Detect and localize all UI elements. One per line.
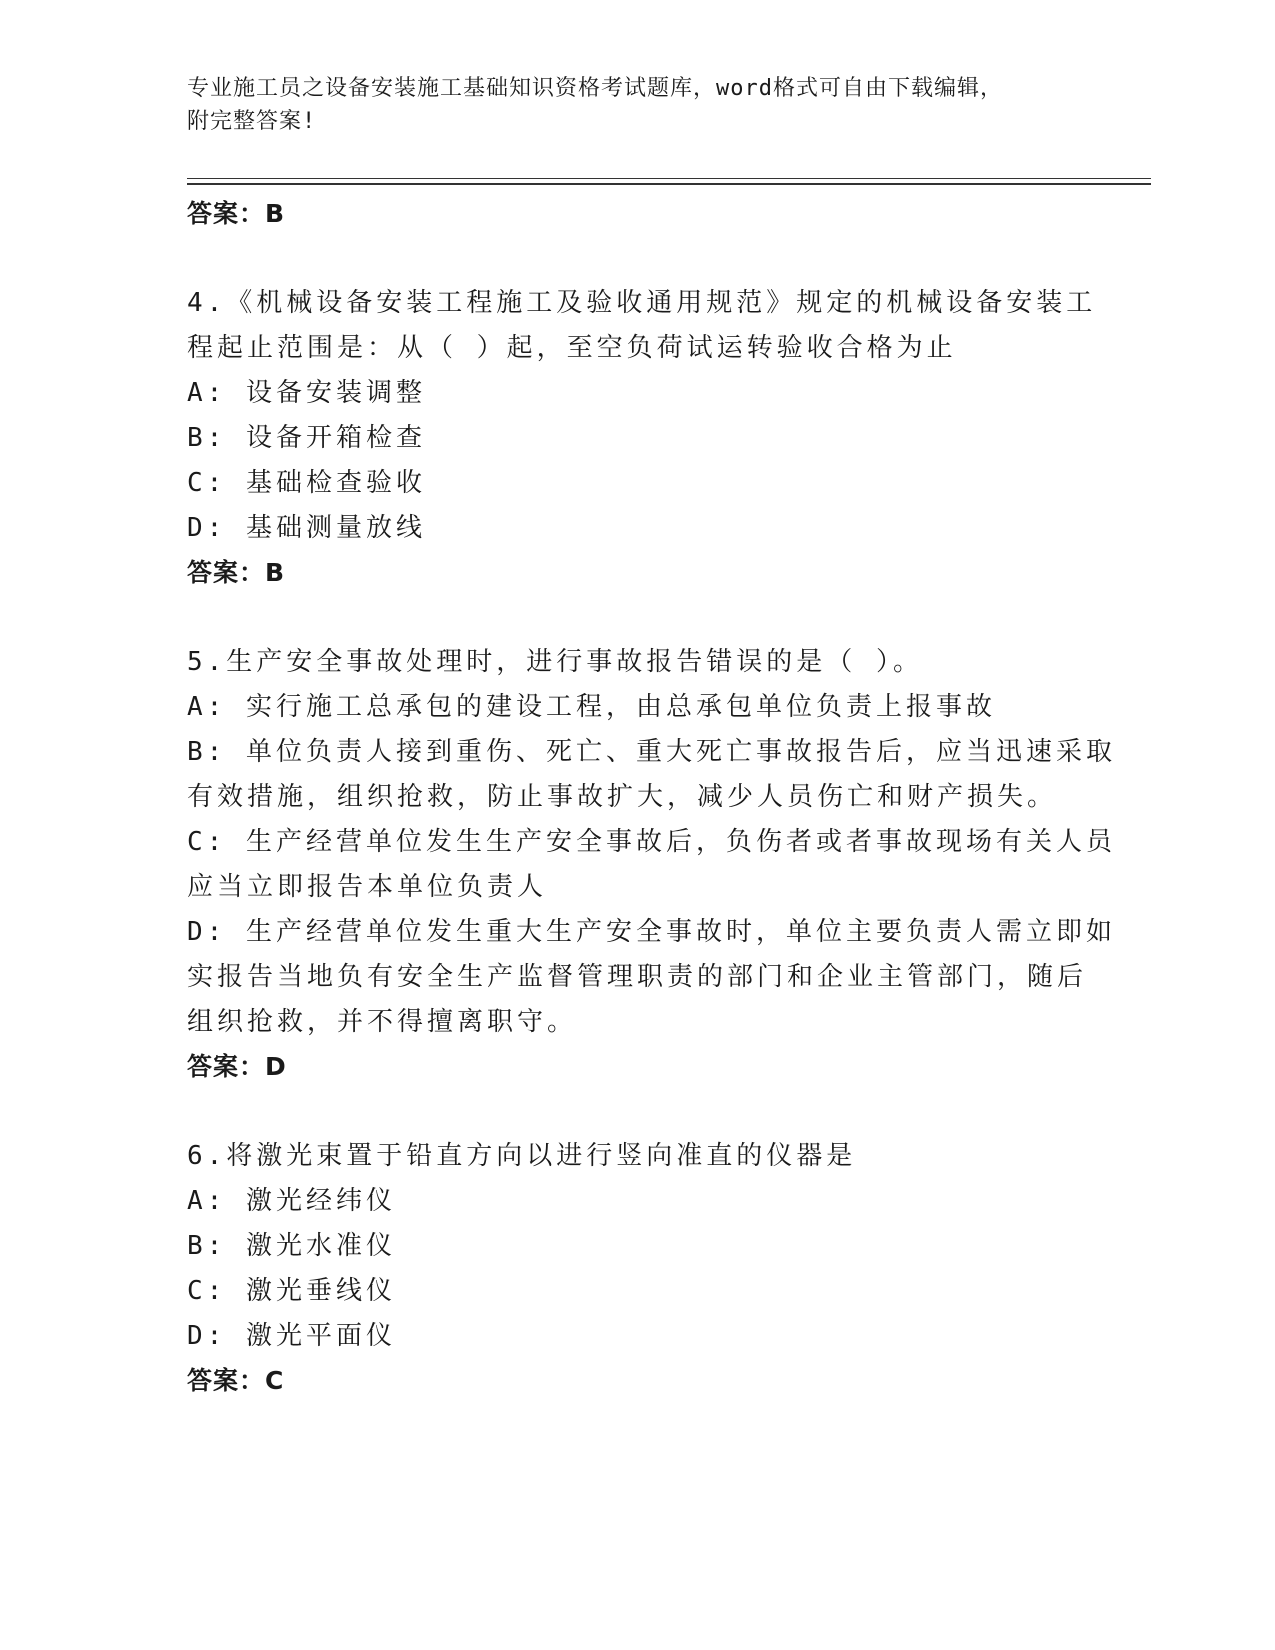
option-d: D: 激光平面仪 xyxy=(187,1321,396,1351)
question-6 xyxy=(187,1134,1087,1403)
option-a: A: 设备安装调整 xyxy=(187,378,426,408)
answer-label: 答案：B xyxy=(187,558,286,587)
answer-label: 答案：D xyxy=(187,1052,287,1081)
question-stem: 程起止范围是：从（ ）起，至空负荷试运转验收合格为止 xyxy=(187,333,957,363)
question-stem: 6.将激光束置于铅直方向以进行竖向准直的仪器是 xyxy=(187,1141,857,1171)
answer-label: 答案：C xyxy=(187,1366,285,1395)
option-b: B: 设备开箱检查 xyxy=(187,423,426,453)
question-stem: 5.生产安全事故处理时，进行事故报告错误的是（ ）。 xyxy=(187,647,923,677)
option-c: C: 生产经营单位发生生产安全事故后，负伤者或者事故现场有关人员 xyxy=(187,827,1116,857)
option-d-cont: 组织抢救，并不得擅离职守。 xyxy=(187,1007,578,1037)
question-list xyxy=(187,192,1116,1403)
option-a: A: 激光经纬仪 xyxy=(187,1186,396,1216)
option-d: D: 生产经营单位发生重大生产安全事故时，单位主要负责人需立即如 xyxy=(187,917,1116,947)
header-line-1: 专业施工员之设备安装施工基础知识资格考试题库，word格式可自由下载编辑， xyxy=(187,76,1003,101)
question-4 xyxy=(187,281,1097,595)
option-b: B: 单位负责人接到重伤、死亡、重大死亡事故报告后，应当迅速采取 xyxy=(187,737,1116,767)
question-stem: 4.《机械设备安装工程施工及验收通用规范》规定的机械设备安装工 xyxy=(187,288,1097,318)
header-line-2: 附完整答案! xyxy=(187,109,317,134)
option-d-cont: 实报告当地负有安全生产监督管理职责的部门和企业主管部门，随后 xyxy=(187,962,1088,992)
divider-thin xyxy=(187,178,1151,179)
option-c-cont: 应当立即报告本单位负责人 xyxy=(187,872,548,902)
option-b-cont: 有效措施，组织抢救，防止事故扩大，减少人员伤亡和财产损失。 xyxy=(187,782,1058,812)
header-divider xyxy=(187,178,1151,185)
option-b: B: 激光水准仪 xyxy=(187,1231,396,1261)
option-a: A: 实行施工总承包的建设工程，由总承包单位负责上报事故 xyxy=(187,692,996,722)
divider-thick xyxy=(187,183,1151,185)
option-c: C: 激光垂线仪 xyxy=(187,1276,396,1306)
option-d: D: 基础测量放线 xyxy=(187,513,426,543)
option-c: C: 基础检查验收 xyxy=(187,468,426,498)
question-5 xyxy=(187,640,1116,1089)
answer-label: 答案：B xyxy=(187,199,286,228)
document-header xyxy=(187,72,1067,138)
document-page xyxy=(187,72,1147,138)
